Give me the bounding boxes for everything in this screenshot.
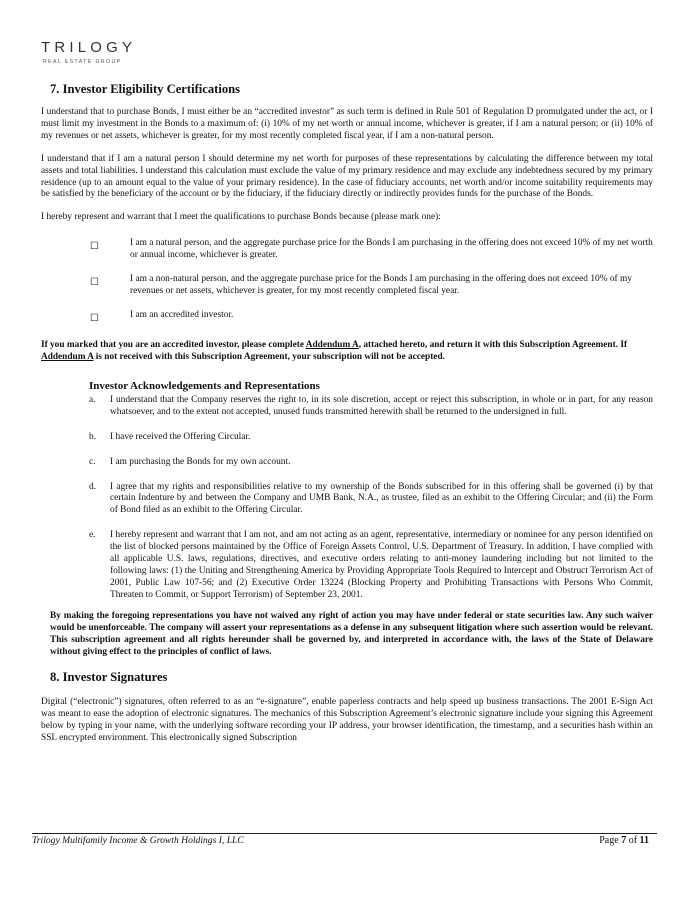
item-label: c. <box>89 456 96 467</box>
item-text: I am purchasing the Bonds for my own account. <box>110 456 291 467</box>
page-content <box>41 82 653 756</box>
acknowledgements-heading: Investor Acknowledgements and Representations <box>89 379 320 392</box>
section-8-heading: 8. Investor Signatures <box>50 670 168 685</box>
total-pages: 11 <box>639 835 649 846</box>
acknowledgement-item-b <box>89 432 653 444</box>
current-page: 7 <box>621 835 627 846</box>
item-text: I agree that my rights and responsibilities relative to my ownership of the Bonds subscribed for in this offering shall be governed (i) by that certain Indenture by and between the Company and UMB Bank, N.A., as trustee, filed as an exhibit to the Offering Circular; and (ii) the Form of Bond filed as an exhibit to the Offering Circular. <box>110 481 653 516</box>
eligibility-paragraph-1: I understand that to purchase Bonds, I must either be an “accredited investor” as such term is defined in Rule 501 of Regulation D promulgated under the act, or I must limit my investment in the Bonds to a maximum of: (i) 10% of my net worth or annual income, whichever is greater, if I am a natural person; or (ii) 10% of my revenues or net assets, whichever is greater, for my most recently completed fiscal year, if I am a non-natural person. <box>41 107 653 141</box>
checkbox-natural-person[interactable]: ☐ <box>90 241 99 253</box>
eligibility-paragraph-3: I hereby represent and warrant that I meet the qualifications to purchase Bonds because (please mark one): <box>41 212 441 223</box>
acknowledgement-item-a <box>89 395 653 419</box>
item-label: e. <box>89 530 96 541</box>
item-text: I hereby represent and warrant that I am not, and am not acting as an agent, representative, intermediary or nominee for any person identified on the list of blocked persons maintained by the Office of Foreign Assets Control, U.S. Department of Treasury. In addition, I have complied with all applicable U.S. laws, regulations, directives, and executive orders relating to anti-money laundering including but not limited to the following laws: (1) the Uniting and Strengthening America by Providing Appropriate Tools Required to Intercept and Obstruct Terrorism Act of 2001, Public Law 107-56; and (2) Executive Order 13224 (Blocking Property and Prohibiting Transactions with Persons Who Commit, Threaten to Commit, or Support Terrorism) of September 23, 2001. <box>110 530 653 600</box>
company-logo <box>41 40 136 65</box>
signatures-paragraph: Digital (“electronic”) signatures, often referred to as an “e-signature”, enable paperless contracts and help speed up business transactions. The 2001 E-Sign Act was meant to ease the adoption of electronic signatures. The mechanics of this Subscription Agreement’s electronic signature include your signing this Agreement below by typing in your name, with the underlying software recording your IP address, your browser identification, the timestamp, and a securities hash within an SSL encrypted environment. This electronically signed Subscription <box>41 697 653 744</box>
eligibility-paragraph-2: I understand that if I am a natural person I should determine my net worth for purposes of these representations by calculating the difference between my total assets and total liabilities. I understand this calculation must exclude the value of my primary residence and may exclude any indebtedness secured by my primary residence (up to an amount equal to the value of your primary residence). In the case of fiduciary accounts, net worth and/or income suitability requirements may be satisfied by the beneficiary of the account or by the fiduciary, if the fiduciary directly or indirectly provides funds for the purchase of the Bonds. <box>41 153 653 200</box>
section-7-heading: 7. Investor Eligibility Certifications <box>50 82 241 96</box>
item-label: d. <box>89 481 97 492</box>
addendum-note-text: is not received with this Subscription Agreement, your subscription will not be accepted. <box>93 351 445 362</box>
addendum-note <box>41 339 653 363</box>
logo-tagline: REAL ESTATE GROUP <box>43 59 122 65</box>
page-of-label: of <box>626 835 640 846</box>
footer-divider <box>32 833 657 834</box>
option-label: I am an accredited investor. <box>130 309 234 320</box>
item-label: a. <box>89 394 96 405</box>
acknowledgement-item-e <box>89 530 653 601</box>
item-text: I understand that the Company reserves the right to, in its sole discretion, accept or reject this subscription, in whole or in part, for any reason whatsoever, and to the extent not accepted, unused funds transmitted herewith shall be returned to the undersigned in full. <box>110 394 653 417</box>
addendum-a-link[interactable]: Addendum A <box>41 351 94 362</box>
item-label: b. <box>89 431 97 442</box>
waiver-paragraph: By making the foregoing representations you have not waived any right of action you may have under federal or state securities law. Any such waiver would be unenforceable. The company will assert your representations as a defense in any subsequent litigation where such assertion would be relevant. This subscription agreement and all rights hereunder shall be governed by, and interpreted in accordance with, the laws of the State of Delaware without giving effect to the principles of conflict of laws. <box>50 610 653 658</box>
option-natural-person <box>90 238 653 262</box>
footer-company-name: Trilogy Multifamily Income & Growth Holdings I, LLC <box>32 835 244 846</box>
acknowledgement-item-c <box>89 457 653 469</box>
option-non-natural-person <box>90 274 653 298</box>
acknowledgement-item-d <box>89 482 653 518</box>
option-label: I am a natural person, and the aggregate purchase price for the Bonds I am purchasing in the offering does not exceed 10% of my net worth or annual income, whichever is greater. <box>130 238 653 261</box>
addendum-note-text: , attached hereto, and return it with this Subscription Agreement. If <box>358 339 628 350</box>
addendum-note-text: If you marked that you are an accredited investor, please complete <box>41 339 306 350</box>
addendum-a-link[interactable]: Addendum A <box>305 339 359 350</box>
item-text: I have received the Offering Circular. <box>110 431 251 442</box>
option-label: I am a non-natural person, and the aggregate purchase price for the Bonds I am purchasing in the offering does not exceed 10% of my revenues or net assets, whichever is greater, for my most recently completed fiscal year. <box>130 274 632 296</box>
logo-name: TRILOGY <box>41 39 137 56</box>
page-number <box>599 835 649 846</box>
checkbox-non-natural-person[interactable]: ☐ <box>90 277 99 289</box>
option-accredited-investor <box>90 310 653 325</box>
checkbox-accredited-investor[interactable]: ☐ <box>90 312 99 324</box>
page-label: Page <box>599 835 622 846</box>
